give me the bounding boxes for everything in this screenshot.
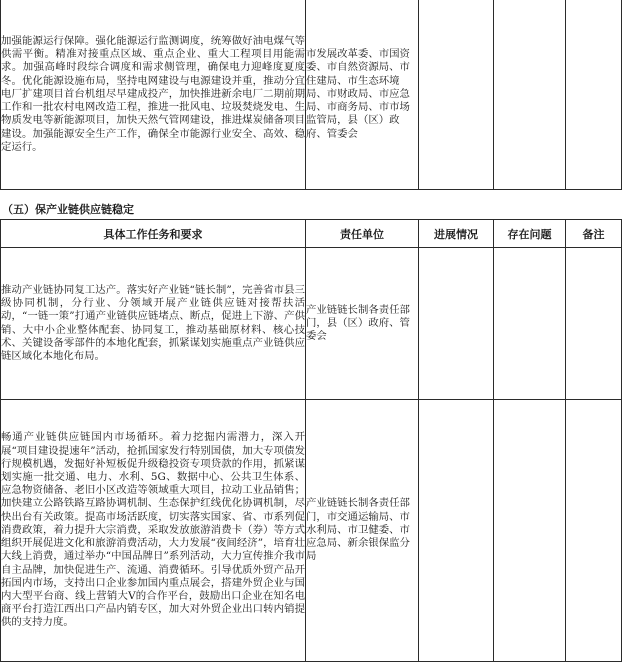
section-heading: [2, 203, 134, 217]
task-cell: 畅通产业链供应链国内市场循环。着力挖掘内需潜力，深入开展“项目建设提速年”活动，抢抓国家发行特别国债，加大专项债发行规模机遇，发掘好补短板促升级稳投资专项贷款的作用，抓紧谋划实施一批交通、电力、水利、5G、数据中心、公共卫生体系、应急物资储备、老旧小区改造等领域重大项目，拉动工业品销售；加快建立公路铁路互路协调机制、生态保护红线优化协调机制，尽快出台有关政策。提高市场活跃度，切实落实国家、省、市系列促消费政策，着力提升大宗消费，采取发放旅游消费卡（券）等方式组织开展促进文化和旅游消费活动，大力发展“夜间经济”，培育壮大线上消费，通过举办“中国品牌日”系列活动，大力宣传推介我市自主品牌，加快促进生产、流通、消费循环。引导优质外贸产品开拓国内市场，支持出口企业参加国内重点展会，搭建外贸企业与国内大型平台商、线上营销大V的合作平台，鼓励出口企业在知名电商平台打造江西出口产品内销专区，加大对外贸企业出口转内销提供的支持力度。: [1, 400, 306, 662]
industry-chain-task-table: [0, 219, 622, 662]
section-title: 保产业链供应链稳定: [35, 203, 134, 216]
task-cell: 推动产业链协同复工达产。落实好产业链“链长制”，完善省市县三级协同机制，分行业、分领域开展产业链供应链对接帮扶活动，“一链一策”打通产业链供应链堵点、断点，促进上下游、产供销、大中小企业整体配套、协同复工，推动基础原材料、核心技术、关键设备零部件的本地化配套，抓紧谋划实施重点产业链供应链区域化本地化布局。: [1, 248, 306, 400]
progress-cell: [419, 248, 494, 400]
header-task: 具体工作任务和要求: [1, 220, 306, 248]
progress-cell: [419, 0, 494, 190]
task-cell: 加强能源运行保障。强化能源运行监测调度，统筹做好油电煤气等供需平衡。精准对接重点区域、重点企业、重大工程项目用能需求。加强高峰时段综合调度和需求侧管理，确保电力迎峰度夏度冬。优化能源设施布局，坚持电网建设与电源建设并重，推动分宜电厂扩建项目首台机组尽早建成投产，加快推进新余电厂二期前期工作和一批农村电网改造工程，推进一批风电、垃圾焚烧发电、生物质发电等新能源项目，加快天然气管网建设，推进煤炭储备项目建设。加强能源安全生产工作，确保全市能源行业安全、高效、稳定运行。: [1, 0, 306, 190]
table-row: [1, 0, 622, 190]
table-row: [1, 400, 622, 662]
notes-cell: [566, 248, 622, 400]
header-unit: 责任单位: [306, 220, 419, 248]
header-notes: 备注: [566, 220, 622, 248]
section-number: （五）: [2, 203, 35, 216]
problems-cell: [494, 0, 566, 190]
header-row: [1, 220, 622, 248]
notes-cell: [566, 0, 622, 190]
header-progress: 进展情况: [419, 220, 494, 248]
header-problems: 存在问题: [494, 220, 566, 248]
responsible-unit-cell: 产业链链长制各责任部门，县（区）政府、管委会: [306, 248, 419, 400]
notes-cell: [566, 400, 622, 662]
problems-cell: [494, 248, 566, 400]
table-row: [1, 248, 622, 400]
problems-cell: [494, 400, 566, 662]
previous-section-table: [0, 0, 622, 190]
progress-cell: [419, 400, 494, 662]
responsible-unit-cell: 产业链链长制各责任部门，市交通运输局、市水利局、市卫健委、市应急局、新余银保监分局: [306, 400, 419, 662]
responsible-unit-cell: 市发展改革委、市国资委、市自然资源局、市住建局、市生态环境局、市财政局、市应急局、市商务局、市市场监管局，县（区）政府、管委会: [306, 0, 419, 190]
